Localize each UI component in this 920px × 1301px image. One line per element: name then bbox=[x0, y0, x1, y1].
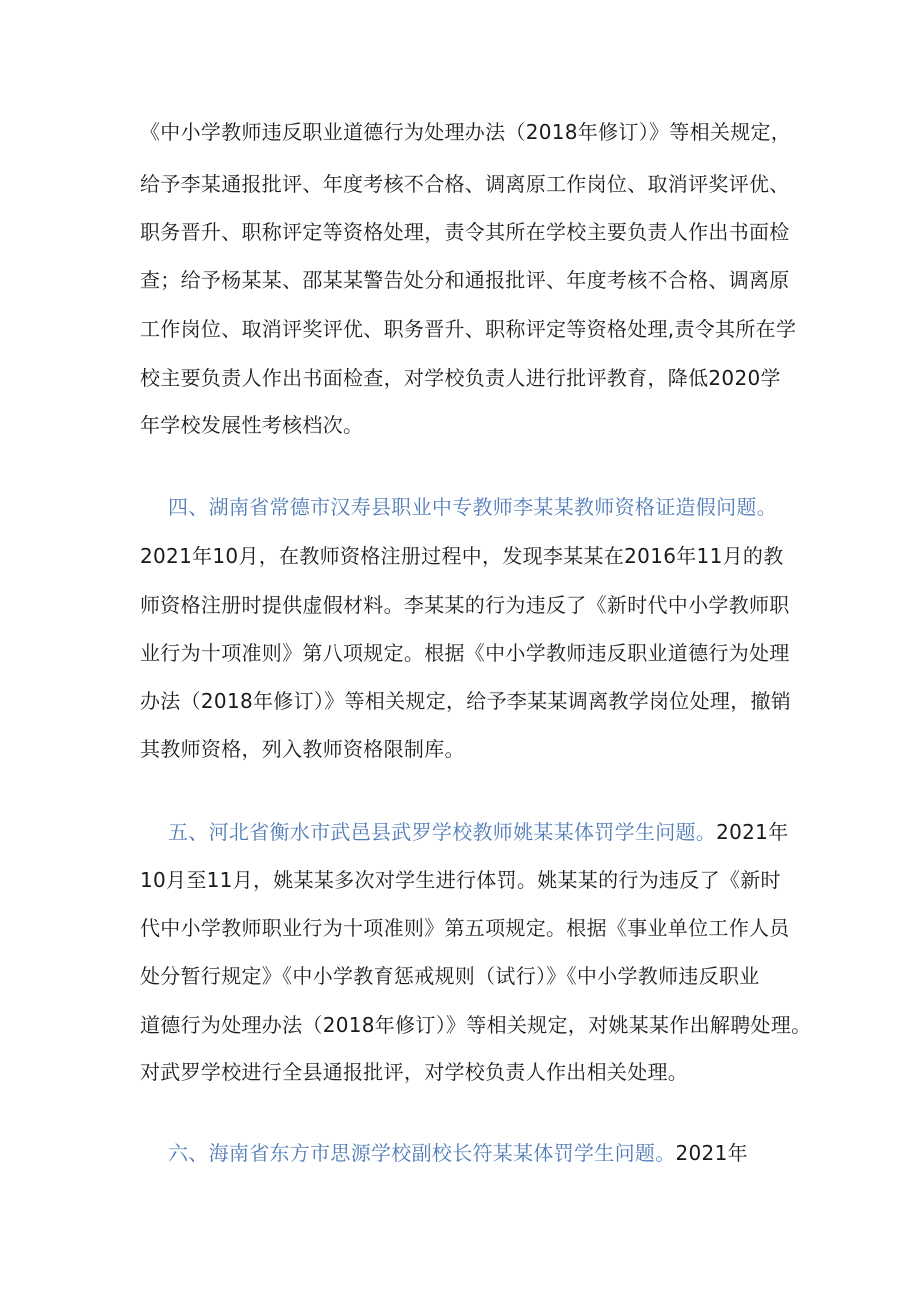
body-text-line: 处分暂行规定》《中小学教育惩戒规则（试行）》《中小学教师违反职业 bbox=[140, 964, 760, 988]
body-text-line: 对武罗学校进行全县通报批评，对学校负责人作出相关处理。 bbox=[140, 1060, 689, 1084]
body-text-line: 给予李某通报批评、年度考核不合格、调离原工作岗位、取消评奖评优、 bbox=[140, 172, 790, 196]
section-heading-4 bbox=[168, 493, 818, 521]
section-heading-5 bbox=[168, 818, 818, 846]
body-text-line: 校主要负责人作出书面检查，对学校负责人进行批评教育，降低2020学 bbox=[140, 366, 781, 390]
body-text-line: 2021年10月，在教师资格注册过程中，发现李某某在2016年11月的教 bbox=[140, 544, 784, 568]
body-text-line: 办法（2018年修订）》等相关规定，给予李某某调离教学岗位处理，撤销 bbox=[140, 689, 792, 713]
body-text-line: 业行为十项准则》第八项规定。根据《中小学教师违反职业道德行为处理 bbox=[140, 641, 790, 665]
section-heading-text: 五、河北省衡水市武邑县武罗学校教师姚某某体罚学生问题。 bbox=[168, 820, 717, 844]
body-text-line: 其教师资格，列入教师资格限制库。 bbox=[140, 737, 465, 761]
body-text-line: 职务晋升、职称评定等资格处理，责令其所在学校主要负责人作出书面检 bbox=[140, 220, 790, 244]
section-heading-tail: 2021年 bbox=[716, 820, 789, 844]
body-text-line: 10月至11月，姚某某多次对学生进行体罚。姚某某的行为违反了《新时 bbox=[140, 868, 781, 892]
body-text-line: 代中小学教师职业行为十项准则》第五项规定。根据《事业单位工作人员 bbox=[140, 916, 790, 940]
body-text-line: 师资格注册时提供虚假材料。李某某的行为违反了《新时代中小学教师职 bbox=[140, 593, 790, 617]
section-heading-tail: 2021年 bbox=[675, 1141, 748, 1165]
body-text-line: 年学校发展性考核档次。 bbox=[140, 413, 364, 437]
section-heading-6 bbox=[168, 1139, 818, 1167]
body-text-line: 工作岗位、取消评奖评优、职务晋升、职称评定等资格处理,责令其所在学 bbox=[140, 317, 797, 341]
section-heading-text: 六、海南省东方市思源学校副校长符某某体罚学生问题。 bbox=[168, 1141, 676, 1165]
body-text-line: 查；给予杨某某、邵某某警告处分和通报批评、年度考核不合格、调离原 bbox=[140, 268, 790, 292]
body-text-line: 《中小学教师违反职业道德行为处理办法（2018年修订）》等相关规定， bbox=[140, 120, 792, 144]
section-heading-text: 四、湖南省常德市汉寿县职业中专教师李某某教师资格证造假问题。 bbox=[168, 495, 777, 519]
body-text-line: 道德行为处理办法（2018年修订）》等相关规定，对姚某某作出解聘处理。 bbox=[140, 1013, 812, 1037]
